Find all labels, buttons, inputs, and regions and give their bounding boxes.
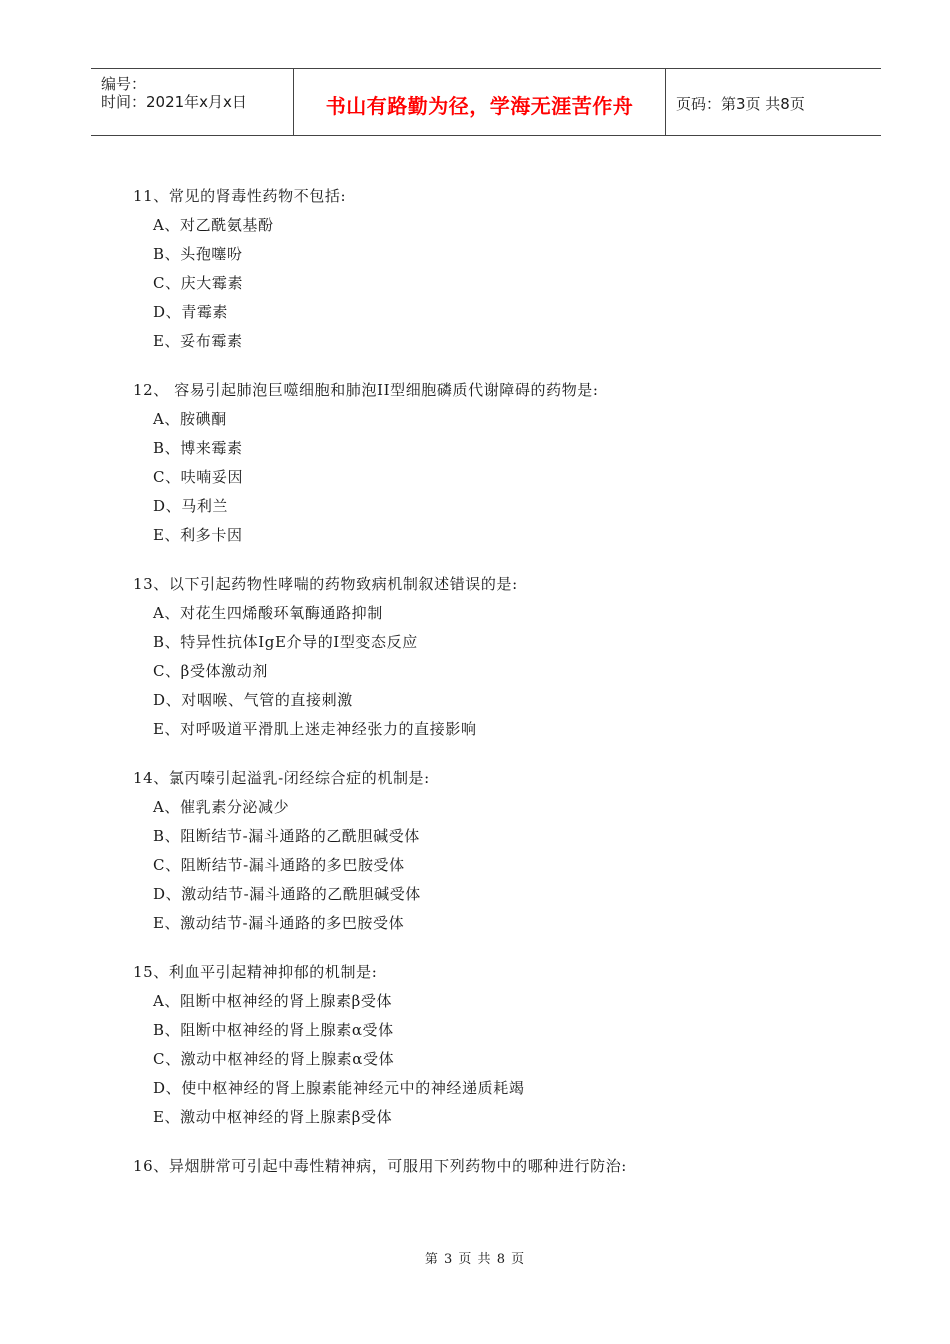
option-e: E、激动结节-漏斗通路的多巴胺受体 [153, 914, 405, 932]
option-d: D、对咽喉、气管的直接刺激 [153, 691, 353, 709]
option-a: A、阻断中枢神经的肾上腺素β受体 [153, 992, 393, 1010]
option-e: E、激动中枢神经的肾上腺素β受体 [153, 1108, 393, 1126]
question-stem: 12、 容易引起肺泡巨噬细胞和肺泡II型细胞磷质代谢障碍的药物是: [133, 381, 599, 399]
question-11 [133, 186, 833, 351]
option-d: D、马利兰 [153, 497, 229, 515]
page-footer: 第 3 页 共 8 页 [424, 1252, 526, 1267]
question-stem: 15、利血平引起精神抑郁的机制是: [133, 963, 378, 981]
page-info: 页码：第3页 共8页 [676, 95, 805, 113]
question-stem: 13、以下引起药物性哮喘的药物致病机制叙述错误的是: [133, 575, 518, 593]
header-meta [91, 69, 293, 135]
question-list [133, 186, 833, 1205]
header-page-cell [666, 69, 881, 135]
option-c: C、庆大霉素 [153, 274, 244, 292]
option-b: B、博来霉素 [153, 439, 243, 457]
option-b: B、头孢噻吩 [153, 245, 243, 263]
option-e: E、妥布霉素 [153, 332, 243, 350]
time-label: 时间：2021年x月x日 [101, 93, 247, 111]
option-a: A、对花生四烯酸环氧酶通路抑制 [153, 604, 383, 622]
option-d: D、使中枢神经的肾上腺素能神经元中的神经递质耗竭 [153, 1079, 525, 1097]
question-stem: 11、常见的肾毒性药物不包括: [133, 187, 347, 205]
option-c: C、β受体激动剂 [153, 662, 268, 680]
option-e: E、对呼吸道平滑肌上迷走神经张力的直接影响 [153, 720, 477, 738]
motto-text: 书山有路勤为径，学海无涯苦作舟 [325, 94, 634, 118]
option-a: A、催乳素分泌减少 [153, 798, 290, 816]
number-label: 编号： [101, 75, 147, 93]
question-13 [133, 574, 833, 739]
option-d: D、青霉素 [153, 303, 229, 321]
question-12 [133, 380, 833, 545]
option-c: C、激动中枢神经的肾上腺素α受体 [153, 1050, 395, 1068]
option-b: B、特异性抗体IgE介导的Ⅰ型变态反应 [153, 633, 418, 651]
page-header [91, 68, 881, 136]
option-a: A、对乙酰氨基酚 [153, 216, 274, 234]
option-b: B、阻断结节-漏斗通路的乙酰胆碱受体 [153, 827, 420, 845]
option-d: D、激动结节-漏斗通路的乙酰胆碱受体 [153, 885, 421, 903]
option-c: C、呋喃妥因 [153, 468, 244, 486]
question-stem: 14、氯丙嗪引起溢乳-闭经综合症的机制是: [133, 769, 430, 787]
question-16 [133, 1156, 833, 1176]
option-e: E、利多卡因 [153, 526, 243, 544]
option-c: C、阻断结节-漏斗通路的多巴胺受体 [153, 856, 405, 874]
option-a: A、胺碘酮 [153, 410, 227, 428]
question-15 [133, 962, 833, 1127]
question-stem: 16、异烟肼常可引起中毒性精神病，可服用下列药物中的哪种进行防治: [133, 1157, 627, 1175]
question-14 [133, 768, 833, 933]
option-b: B、阻断中枢神经的肾上腺素α受体 [153, 1021, 394, 1039]
header-motto-cell [293, 69, 666, 135]
